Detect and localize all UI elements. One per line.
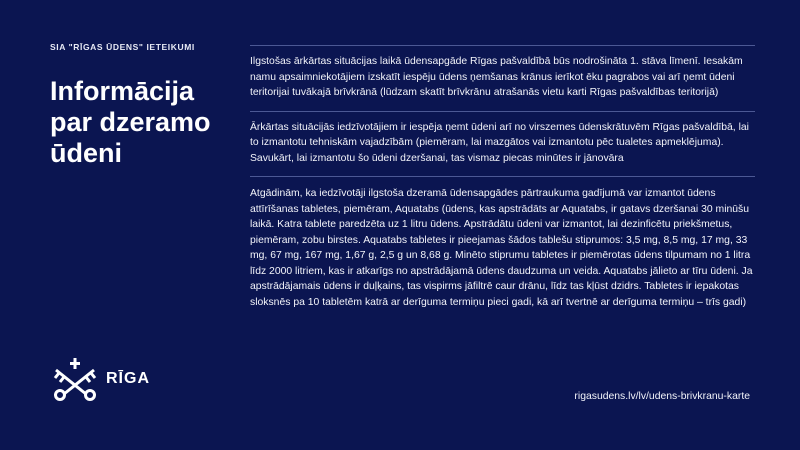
paragraph-water-supply: Ilgstošas ārkārtas situācijas laikā ūdensapgāde Rīgas pašvaldībā būs nodrošināta 1. stāva līmenī. Iesakām namu apsaimniekotājiem izskatīt iespēju ūdens ņemšanas krānus ierīkot ēku pagrabos vai arī ņemt ūdeni teritorijai tuvākajā brīvkrānā (lūdzam skatīt brīvkrānu atrašanās vietu karti Rīgas pašvaldības teritorijā) <box>250 56 743 98</box>
left-panel <box>50 0 220 450</box>
riga-logo <box>50 356 160 402</box>
riga-keys-cross-icon <box>50 356 100 402</box>
content-column <box>250 45 755 320</box>
page-title: Informācija par dzeramo ūdeni <box>50 76 211 168</box>
paragraph-surface-water: Ārkārtas situācijās iedzīvotājiem ir iespēja ņemt ūdeni arī no virszemes ūdenskrātuvēm Rīgas pašvaldībā, lai to izmantotu tehniskām vajadzībām (piemēram, lai mazgātos vai izmantotu pēc tualetes apmeklējuma). Savukārt, lai izmantotu šo ūdeni dzeršanai, tas vismaz piecas minūtes ir jānovāra <box>250 121 749 164</box>
paragraph-purification-tablets: Atgādinām, ka iedzīvotāji ilgstoša dzeramā ūdensapgādes pārtraukuma gadījumā var izmantot ūdens attīrīšanas tabletes, piemēram, Aquatabs (ūdens, kas apstrādāts ar Aquatabs, ir gatavs dzeršanai 30 minūšu laikā. Katra tablete paredzēta uz 1 litru ūdens. Apstrādātu ūdeni var izmantot, lai dezinficētu priekšmetus, piemēram, zobu birstes. Aquatabs tabletes ir pieejamas šādos tablešu stiprumos: 3,5 mg, 8,5 mg, 17 mg, 33 mg, 67 mg, 167 mg, 1,67 g, 2,5 g un 8,68 g. Minēto stiprumu tabletes ir piemērotas ūdens tilpumam no 1 litra līdz 2000 litriem, kas ir atkarīgs no apstrādājamā ūdens daudzuma un veida. Aquatabs jālieto ar tīru ūdeni. Ja apstrādājamais ūdens ir duļķains, tas vispirms jāfiltrē caur drānu, līdz tas kļūst dzidrs. Tabletes ir iepakotas sloksnēs pa 10 tabletēm katrā ar derīguma termiņu pieci gadi, kā arī tvertnē ar derīguma termiņu – trīs gadi) <box>250 188 753 308</box>
tap-map-link[interactable]: rigasudens.lv/lv/udens-brivkranu-karte <box>574 391 750 402</box>
eyebrow-label: SIA "RĪGAS ŪDENS" IETEIKUMI <box>50 42 195 52</box>
logo-text: RĪGA <box>106 370 150 387</box>
